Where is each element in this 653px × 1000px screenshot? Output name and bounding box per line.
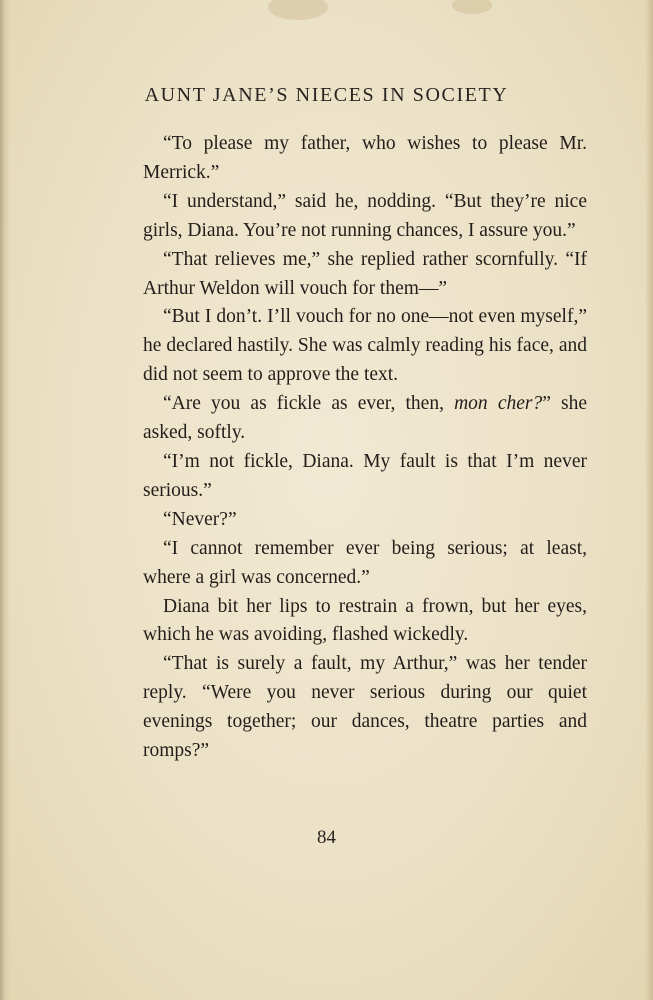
italic-phrase: mon cher? <box>454 393 543 415</box>
paper-stain <box>452 0 492 14</box>
paragraph-text: “Are you as fickle as ever, then, <box>163 393 455 415</box>
paragraph: “I understand,” said he, nodding. “But they’re nice girls, Diana. You’re not running chances, I assure you.” <box>143 190 587 241</box>
paragraph: “But I don’t. I’ll vouch for no one—not even myself,” he declared hastily. She was calmly reading his face, and did not seem to approve the text. <box>143 306 587 386</box>
paragraph: “To please my father, who wishes to please Mr. Merrick.” <box>143 133 587 183</box>
paragraph <box>143 390 587 448</box>
paragraph: “Never?” <box>163 508 237 530</box>
paper-stain <box>268 0 328 20</box>
paragraph: “That relieves me,” she replied rather scornfully. “If Arthur Weldon will vouch for them—” <box>143 248 587 299</box>
running-header: AUNT JANE’S NIECES IN SOCIETY <box>144 84 509 106</box>
paragraph: “I’m not fickle, Diana. My fault is that I’m never serious.” <box>143 450 587 501</box>
body-text <box>143 130 587 766</box>
paragraph: “I cannot remember ever being serious; at least, where a girl was concerned.” <box>143 537 587 588</box>
page-number: 84 <box>317 827 336 848</box>
paragraph: “That is surely a fault, my Arthur,” was her tender reply. “Were you never serious during our quiet evenings together; our dances, theatre parties and romps?” <box>143 653 587 762</box>
paragraph: Diana bit her lips to restrain a frown, but her eyes, which he was avoiding, flashed wickedly. <box>143 595 587 646</box>
paragraph-text: ” she asked, softly. <box>143 393 588 444</box>
